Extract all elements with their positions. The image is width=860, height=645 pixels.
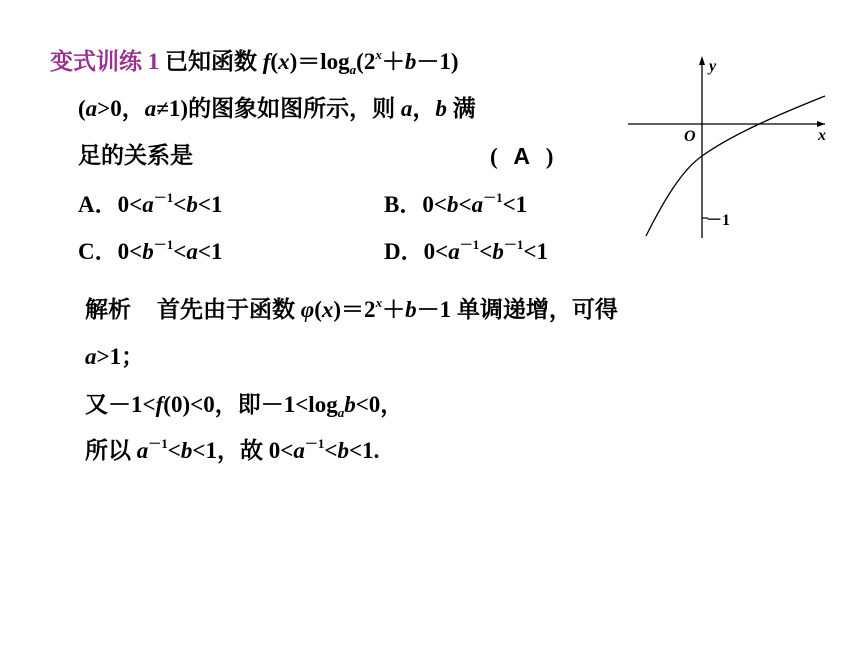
text: )＝2 (333, 297, 376, 322)
exponent: x (375, 295, 383, 310)
text: <1 (502, 192, 528, 217)
exponent: －1 (483, 190, 503, 205)
math-var: a (85, 344, 97, 369)
text: ( (270, 49, 279, 74)
text: < (173, 192, 187, 217)
text: <0， (355, 392, 404, 417)
text: 足的关系是 (78, 143, 193, 168)
text: ＋ (382, 297, 406, 322)
text: ， (412, 96, 436, 121)
text: >0， (97, 96, 145, 121)
math-var: b (142, 239, 154, 264)
text: < (324, 438, 338, 463)
math-var: x (278, 49, 290, 74)
text: ＋ (381, 49, 405, 74)
text: <1 (523, 239, 548, 264)
math-var: a (293, 438, 305, 463)
option-c (78, 238, 222, 266)
text: < (167, 438, 181, 463)
answer-bracket (490, 142, 553, 171)
text: ( (314, 297, 322, 322)
option-a (78, 191, 222, 219)
text: D．0< (384, 239, 449, 264)
y-axis-label: y (709, 58, 717, 75)
exponent: －1 (153, 190, 174, 205)
math-var: b (405, 297, 417, 322)
x-axis-label: x (818, 127, 826, 144)
log-base: a (337, 405, 345, 420)
text: <1，故 0< (192, 438, 294, 463)
option-d (384, 238, 548, 266)
solution-label: 解析 (85, 297, 131, 322)
text: 首先由于函数 (157, 297, 301, 322)
math-var: a (136, 438, 149, 463)
text: <1. (348, 438, 380, 463)
text: < (479, 239, 493, 264)
text: < (458, 192, 472, 217)
text: A．0< (78, 192, 143, 217)
math-var: x (321, 297, 334, 322)
exponent: x (375, 47, 382, 62)
text: 所以 (85, 438, 137, 463)
exponent: －1 (459, 237, 480, 252)
math-var: f (262, 49, 271, 74)
text: －1) (416, 49, 459, 74)
text: B．0< (384, 192, 447, 217)
solution-line-3 (85, 391, 403, 419)
math-var: a (144, 96, 157, 121)
text: 已知函数 (165, 49, 263, 74)
math-var: b (446, 192, 459, 217)
text: 又－1< (85, 392, 156, 417)
math-var: a (85, 96, 98, 121)
math-var: b (492, 239, 504, 264)
text: >1； (96, 344, 145, 369)
function-curve (646, 96, 825, 236)
exponent: －1 (503, 237, 524, 252)
math-var: f (155, 392, 164, 417)
math-var: b (404, 49, 417, 74)
problem-line-2 (78, 95, 476, 123)
solution-line-4 (85, 437, 379, 465)
math-var: a (448, 239, 460, 264)
math-var: a (142, 192, 154, 217)
solution-line-2 (85, 343, 144, 371)
text: (0)<0，即－1<log (163, 392, 338, 417)
paren-open: ( (490, 144, 498, 169)
math-var: a (400, 96, 413, 121)
text: －1 单调递增，可得 (416, 297, 618, 322)
text: <1 (197, 192, 223, 217)
log-base: a (349, 62, 357, 77)
option-b (384, 191, 527, 219)
origin-label: O (684, 128, 696, 145)
math-var: a (471, 192, 484, 217)
text: (2 (356, 49, 376, 74)
math-var: b (337, 438, 349, 463)
math-var: φ (300, 297, 315, 322)
problem-line-1 (50, 48, 459, 76)
text: ≠1)的图象如图所示，则 (156, 96, 401, 121)
math-var: b (435, 96, 447, 121)
math-var: b (186, 192, 198, 217)
text: < (173, 239, 187, 264)
problem-label: 变式训练 1 (50, 49, 160, 74)
math-var: a (186, 239, 198, 264)
y-axis-arrow (699, 56, 705, 65)
solution-line-1 (85, 296, 618, 324)
problem-line-3 (78, 142, 193, 170)
math-var: b (180, 438, 193, 463)
exponent: －1 (153, 237, 174, 252)
paren-close: ) (545, 144, 554, 169)
answer-text: A (513, 143, 531, 169)
text: 满 (446, 96, 476, 121)
text: C．0< (78, 239, 143, 264)
text: )＝log (289, 49, 350, 74)
exponent: －1 (304, 436, 325, 451)
tick-label: －1 (706, 212, 731, 229)
exponent: －1 (148, 436, 168, 451)
text: ( (78, 96, 86, 121)
function-graph (620, 52, 835, 242)
math-var: b (344, 392, 356, 417)
text: <1 (197, 239, 223, 264)
